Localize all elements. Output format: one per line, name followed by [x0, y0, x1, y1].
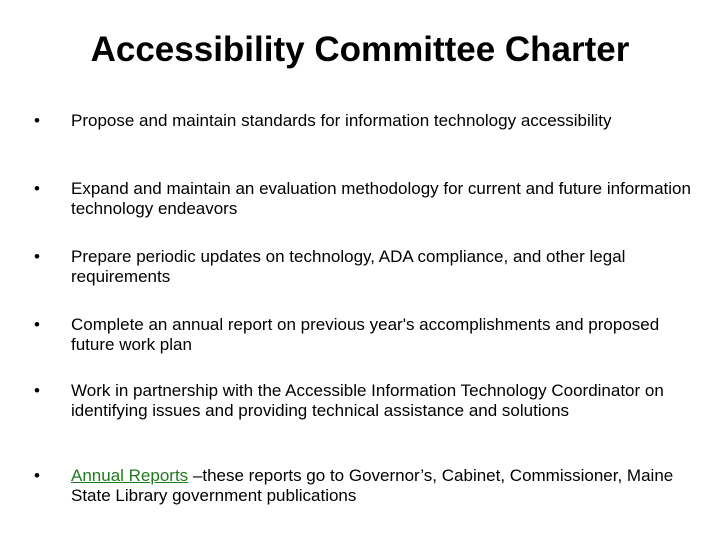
bullet-text-with-link [71, 466, 694, 506]
annual-reports-link[interactable]: Annual Reports [71, 466, 189, 485]
bullet-text: Prepare periodic updates on technology, ADA compliance, and other legal requirements [71, 247, 626, 286]
bullet-icon: • [34, 466, 40, 485]
bullet-icon: • [34, 315, 40, 334]
bullet-item [34, 247, 694, 287]
bullet-text: Complete an annual report on previous year's accomplishments and proposed future work plan [71, 315, 660, 354]
bullet-icon: • [34, 111, 40, 130]
bullet-text: Expand and maintain an evaluation methodology for current and future information technology endeavors [71, 179, 691, 218]
bullet-icon: • [34, 381, 40, 400]
bullet-text: Propose and maintain standards for information technology accessibility [71, 111, 612, 130]
bullet-text: Work in partnership with the Accessible Information Technology Coordinator on identifying issues and providing technical assistance and solutions [71, 381, 664, 420]
bullet-item [34, 111, 694, 131]
bullet-icon: • [34, 179, 40, 198]
bullet-item [34, 179, 694, 219]
bullet-item [34, 466, 694, 506]
bullet-item [34, 315, 694, 355]
bullet-text-tail: –these reports go to Governor’s, Cabinet, Commissioner, Maine State Library government publications [71, 466, 674, 505]
bullet-icon: • [34, 247, 40, 266]
bullet-item [34, 381, 694, 421]
slide-title: Accessibility Committee Charter [90, 30, 630, 69]
